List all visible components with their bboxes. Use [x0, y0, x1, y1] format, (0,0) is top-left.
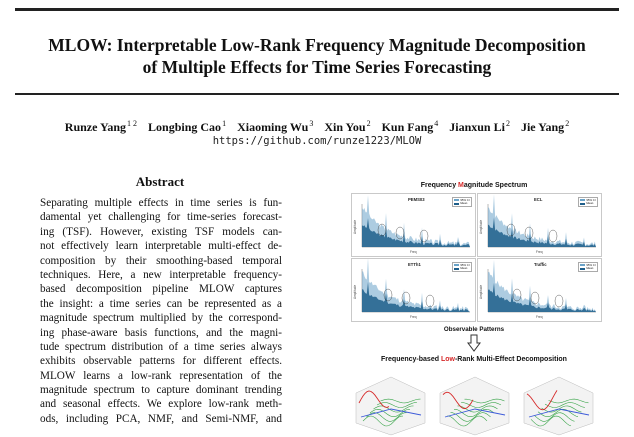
- decomposition-3d-plot: [519, 373, 597, 437]
- y-axis-label: Amplitude: [353, 284, 357, 299]
- legend-text: 95% CI: [586, 197, 596, 202]
- pattern-marker: [555, 295, 563, 307]
- abstract-body: [40, 196, 282, 426]
- legend-text: 95% CI: [586, 262, 596, 267]
- figure-title: [343, 182, 605, 189]
- abstract-line: tude spectrum distribution of a time series always: [40, 340, 282, 353]
- legend-text: Mean: [460, 200, 468, 205]
- plot-box: [440, 377, 509, 435]
- figure-title-part: agnitude Spectrum: [463, 182, 528, 189]
- author-name: Xiaoming Wu: [237, 120, 309, 134]
- plot-box: [524, 377, 593, 435]
- top-rule: [15, 8, 619, 11]
- author: [324, 120, 370, 134]
- abstract-line: based decomposition pipeline MLOW captures: [40, 283, 282, 296]
- panel-legend: [452, 262, 472, 272]
- plot-box: [356, 377, 425, 435]
- observable-patterns-label: Observable Patterns: [443, 326, 505, 333]
- x-axis-label: Freq: [536, 250, 543, 254]
- author: [382, 120, 439, 134]
- paper-title-line-2: of Multiple Effects for Time Series Forecasting: [142, 57, 492, 77]
- author-name: Jie Yang: [520, 120, 565, 134]
- abstract-line: magnitude spectrum multiplied by the correspond-: [40, 312, 282, 325]
- figure-title-accent: M: [458, 182, 464, 189]
- decomposition-3d-plot: [435, 373, 513, 437]
- spectrum-panel-traffic: [477, 258, 602, 322]
- pattern-marker: [531, 292, 539, 304]
- author: [148, 120, 226, 134]
- panel-label: ETTh1: [408, 262, 421, 267]
- figure-title-part: Frequency: [420, 182, 459, 189]
- abstract-heading: Abstract: [135, 174, 185, 189]
- author-list: [0, 119, 634, 135]
- abstract-line: the insight: a time series can be represented as a: [40, 297, 282, 310]
- abstract-line: magnitude spectrum to capture dominant trending: [40, 384, 282, 397]
- abstract-line: composition by their smoothing-based temporal: [40, 254, 282, 267]
- panel-legend: [578, 197, 598, 207]
- abstract-line: ods, including PCA, NMF, and Semi-NMF, and: [40, 412, 282, 425]
- panel-label: ECL: [534, 197, 543, 202]
- teaser-figure: [343, 176, 605, 437]
- decomposition-title: [343, 356, 605, 363]
- author-affiliation: 2: [366, 119, 371, 128]
- author-affiliation: 2: [505, 119, 510, 128]
- legend-swatch: [580, 199, 585, 201]
- y-axis-label: Amplitude: [479, 219, 483, 234]
- legend-row: [580, 202, 595, 205]
- author-affiliation: 1 2: [127, 119, 138, 128]
- abstract-line: not effectively learn interpretable multi-effect de-: [40, 240, 282, 253]
- author: [521, 120, 569, 134]
- panel-label: PEMS03: [408, 197, 425, 202]
- author-name: Jianxun Li: [449, 120, 505, 134]
- panel-legend: [578, 262, 598, 272]
- spectrum-panel-ecl: [477, 193, 602, 257]
- pattern-marker: [420, 230, 428, 242]
- decomposition-title-part: -Rank Multi-Effect Decomposition: [454, 356, 567, 363]
- decomposition-3d-plot: [351, 373, 429, 437]
- paper-title-line-1: MLOW: Interpretable Low-Rank Frequency Magnitude Decomposition: [48, 35, 586, 55]
- decomposition-title-accent: Low: [440, 356, 455, 363]
- author-name: Xin You: [324, 120, 366, 134]
- author-name: Longbing Cao: [148, 120, 222, 134]
- spectrum-panel-pems03: [351, 193, 476, 257]
- legend-swatch: [454, 203, 459, 205]
- legend-row: [454, 202, 469, 205]
- spectrum-panel-etth1: [351, 258, 476, 322]
- pattern-marker: [549, 230, 557, 242]
- abstract-line: techniques. Here, a new interpretable frequency-: [40, 268, 282, 281]
- legend-text: Mean: [586, 265, 594, 270]
- author-affiliation: 4: [434, 119, 439, 128]
- abstract-line: MLOW learns a low-rank representation of the: [40, 369, 282, 382]
- author-affiliation: 1: [222, 119, 227, 128]
- abstract-line: damental yet challenging for time-series forecast-: [40, 211, 282, 224]
- legend-row: [580, 267, 595, 270]
- y-axis-label: Amplitude: [479, 284, 483, 299]
- abstract-line: ing (TSF). However, existing TSF models can-: [40, 225, 282, 238]
- y-axis-label: Amplitude: [353, 219, 357, 234]
- decomposition-title-part: Frequency-based: [381, 356, 441, 363]
- panel-label: Traffic: [534, 262, 547, 267]
- legend-text: Mean: [460, 265, 468, 270]
- legend-row: [454, 267, 469, 270]
- abstract-line: and seasonal effects. We explore low-rank meth-: [40, 398, 282, 411]
- x-axis-label: Freq: [410, 250, 417, 254]
- abstract-line: Separating multiple effects in time series is fun-: [40, 197, 282, 209]
- author-affiliation: 3: [309, 119, 314, 128]
- legend-text: 95% CI: [460, 262, 470, 267]
- bottom-rule: [15, 93, 619, 95]
- legend-swatch: [580, 268, 585, 270]
- abstract-line: ing phase-aware basis functions, and the magni-: [40, 326, 282, 339]
- x-axis-label: Freq: [536, 315, 543, 319]
- legend-swatch: [454, 264, 459, 266]
- author-name: Runze Yang: [64, 120, 127, 134]
- legend-text: 95% CI: [460, 197, 470, 202]
- legend-text: Mean: [586, 200, 594, 205]
- legend-swatch: [454, 199, 459, 201]
- legend-swatch: [454, 268, 459, 270]
- panel-legend: [452, 197, 472, 207]
- author: [449, 120, 510, 134]
- repo-link[interactable]: https://github.com/runze1223/MLOW: [212, 135, 422, 147]
- author: [65, 120, 137, 134]
- down-arrow-icon: [467, 334, 481, 352]
- author-name: Kun Fang: [381, 120, 434, 134]
- author: [237, 120, 313, 134]
- author-affiliation: 2: [565, 119, 570, 128]
- abstract-line: exhibits observable patterns for different effects.: [40, 355, 282, 368]
- legend-swatch: [580, 203, 585, 205]
- x-axis-label: Freq: [410, 315, 417, 319]
- legend-swatch: [580, 264, 585, 266]
